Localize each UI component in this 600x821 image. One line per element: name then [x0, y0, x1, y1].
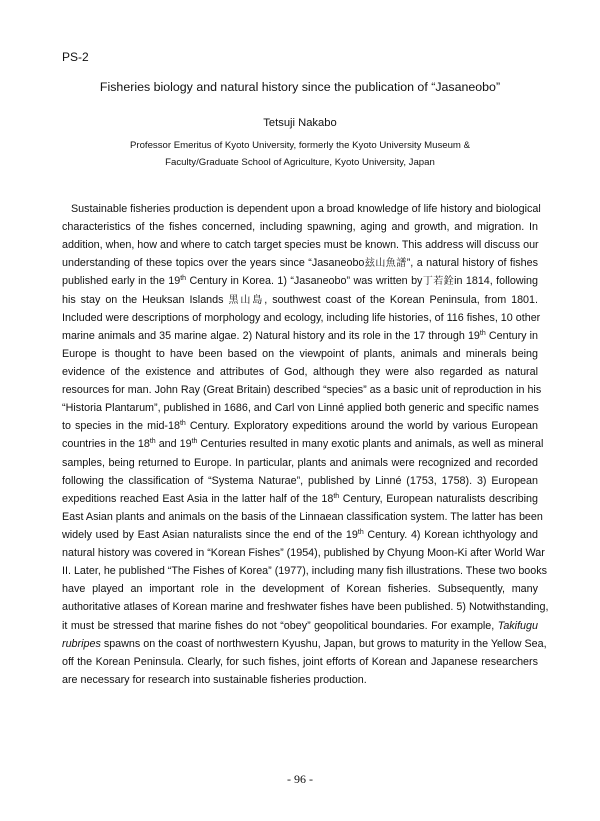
abstract-line: following the classification of “Systema Naturae”, published by Linné (1753, 1758). 3) European	[62, 474, 538, 487]
species-name-genus: Takifugu	[497, 619, 538, 632]
abstract-line: off the Korean Peninsula. Clearly, for such fishes, joint efforts of Korean and Japanese researchers	[62, 655, 538, 668]
abstract-line: “Historia Plantarum”, published in 1686, and Carl von Linné applied both generic and specific names	[62, 402, 539, 415]
abstract-line: Included were descriptions of morphology and ecology, including life histories, of 116 fishes, 10 other	[62, 311, 541, 324]
abstract-line: East Asian plants and animals on the basis of the Linnaean classification system. The latter has been	[62, 510, 543, 523]
abstract-line: expeditions reached East Asia in the latter half of the 18th Century, European naturalists describing	[62, 492, 538, 505]
abstract-line: marine animals and 35 marine algae. 2) Natural history and its role in the 17 through 19th Century in	[62, 329, 538, 342]
abstract-line: Europe is thought to have been based on the viewpoint of plants, animals and minerals being	[62, 347, 538, 360]
cjk-title: 玆山魚譜	[364, 258, 407, 270]
cjk-author-name: 丁若銓	[422, 276, 455, 288]
cjk-place-name: 黑山島	[228, 294, 265, 306]
abstract-line: resources for man. John Ray (Great Britain) described “species” as a basic unit of reproduction in his	[62, 384, 542, 397]
author-affiliation	[0, 137, 600, 171]
abstract-line: his stay on the Heuksan Islands 黑山島, southwest coast of the Korean Peninsula, from 1801.	[62, 293, 538, 306]
abstract-line: are necessary for research into sustainable fisheries production.	[62, 673, 367, 686]
abstract-line: natural history was covered in “Korean Fishes” (1954), published by Chyung Moon-Ki after World War	[62, 547, 545, 560]
abstract-line: countries in the 18th and 19th Centuries resulted in many exotic plants and animals, as well as mineral	[62, 438, 544, 451]
page-number: - 96 -	[287, 772, 313, 786]
abstract-body	[62, 200, 549, 689]
abstract-line: understanding of these topics over the years since “Jasaneobo玆山魚譜”, a natural history of fishes	[62, 257, 539, 270]
abstract-line: authoritative atlases of Korean marine and freshwater fishes have been published. 5) Notwithstanding,	[62, 601, 549, 614]
species-name-epithet: rubripes	[62, 637, 101, 650]
abstract-line: Sustainable fisheries production is dependent upon a broad knowledge of life history and biological	[71, 203, 541, 215]
abstract-line: evidence of the existence and attributes of God, although they were also regarded as natural	[62, 365, 538, 378]
affiliation-line-2: Faculty/Graduate School of Agriculture, Kyoto University, Japan	[165, 157, 435, 168]
abstract-line: it must be stressed that marine fishes do not “obey” geopolitical boundaries. For example, Takifugu	[62, 619, 538, 632]
paper-title: Fisheries biology and natural history since the publication of “Jasaneobo”	[99, 80, 501, 94]
abstract-line: II. Later, he published “The Fishes of Korea” (1977), including many fish illustrations. These two books	[62, 565, 547, 578]
abstract-line: rubripes spawns on the coast of northwestern Kyushu, Japan, but grows to maturity in the Yellow Sea,	[62, 637, 547, 650]
abstract-line: to species in the mid-18th Century. Exploratory expeditions around the world by various European	[62, 420, 538, 433]
abstract-line: widely used by East Asian naturalists since the end of the 19th Century. 4) Korean ichthyology and	[62, 528, 538, 541]
abstract-line: addition, when, how and where to catch target species must be known. This address will discuss our	[62, 239, 539, 252]
author-name: Tetsuji Nakabo	[263, 117, 337, 129]
abstract-line: published early in the 19th Century in Korea. 1) “Jasaneobo” was written by丁若銓in 1814, following	[62, 275, 538, 288]
abstract-line: characteristics of the fishes concerned, including spawning, aging and growth, and migration. In	[62, 221, 538, 234]
affiliation-line-1: Professor Emeritus of Kyoto University, formerly the Kyoto University Museum &	[130, 140, 470, 151]
abstract-line: have played an important role in the development of Korean fisheries. Subsequently, many	[62, 583, 538, 596]
session-code: PS-2	[62, 50, 89, 64]
abstract-line: samples, being returned to Europe. In particular, plants and animals were recognized and recorded	[62, 456, 538, 469]
